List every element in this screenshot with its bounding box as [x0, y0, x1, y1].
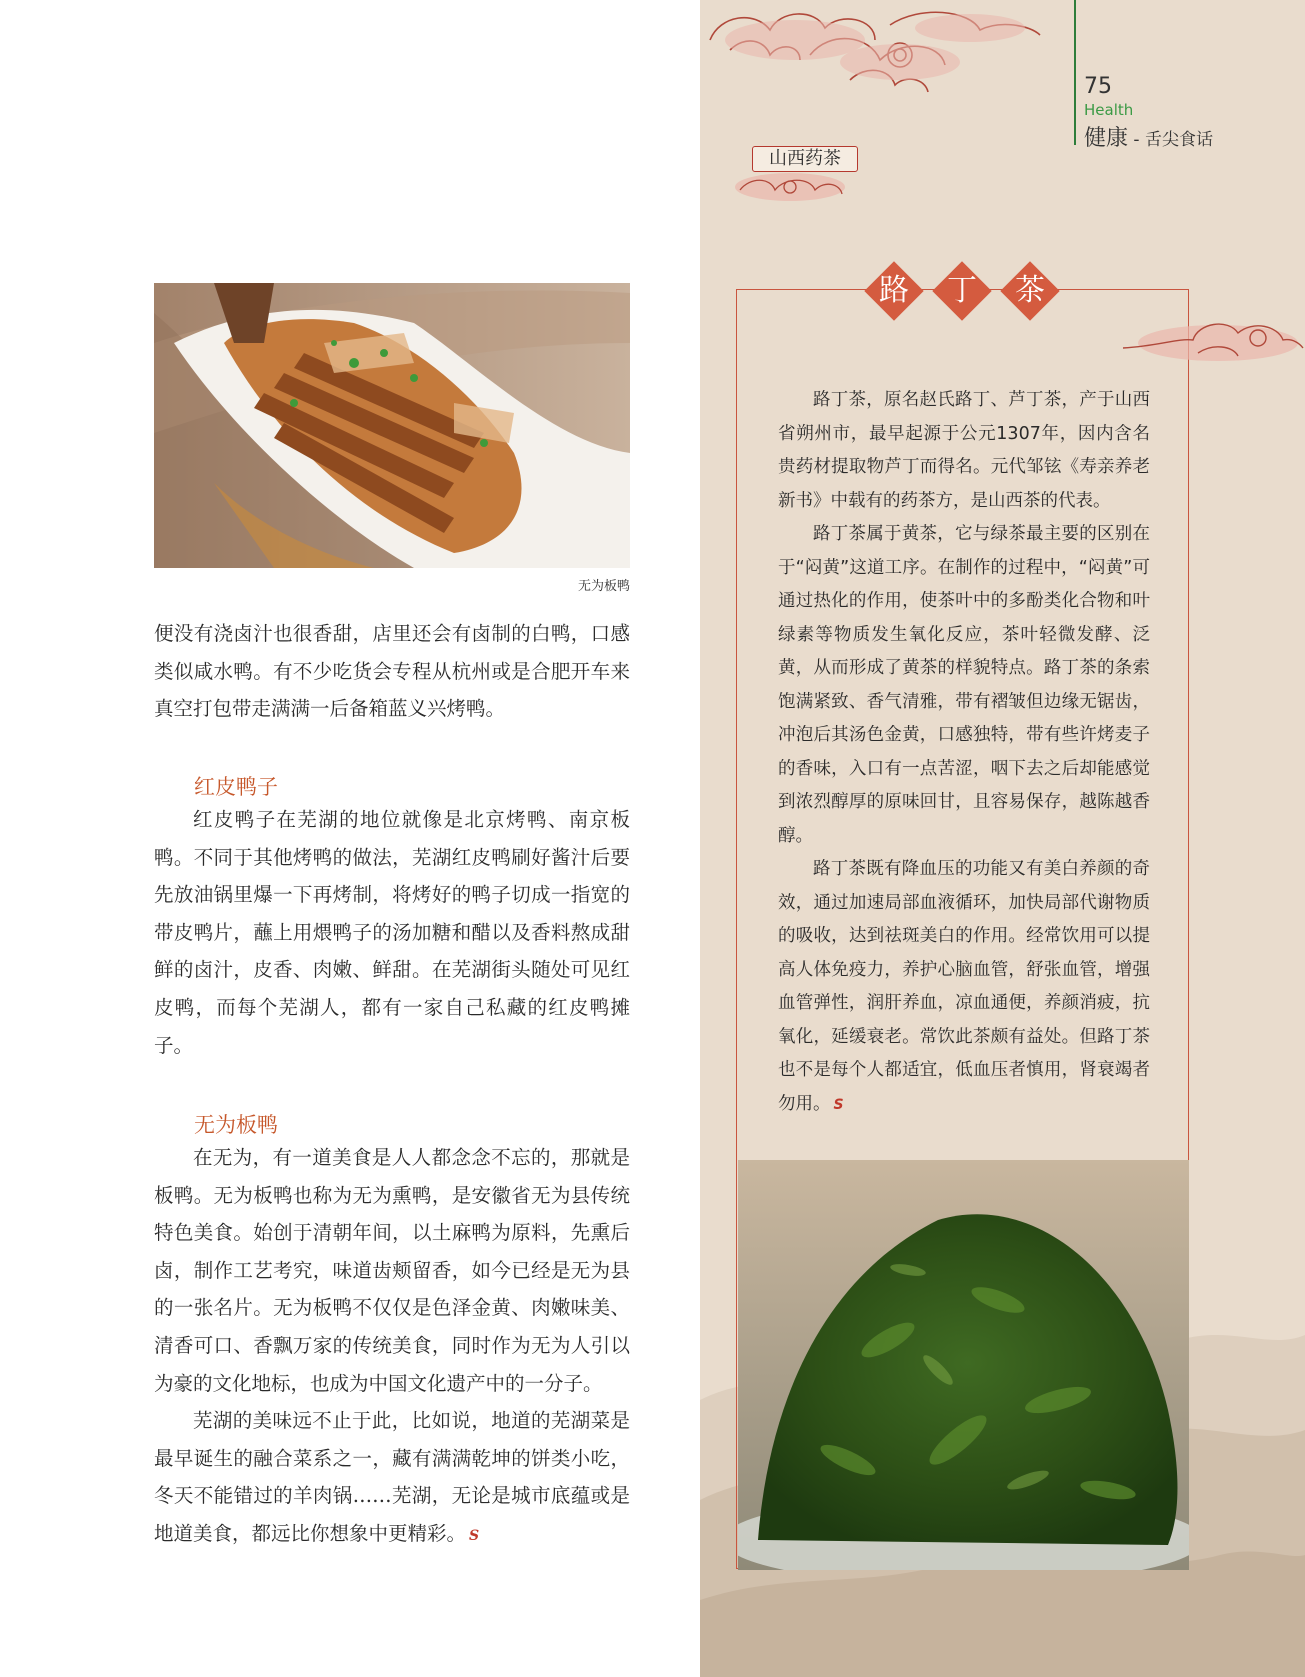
closing-paragraph-text: 芜湖的美味远不止于此，比如说，地道的芜湖菜是最早诞生的融合菜系之一，藏有满满乾坤的饼类小吃，冬天不能错过的羊肉锅……芜湖，无论是城市底蕴或是地道美食，都远比你想象中更精彩。 [154, 1409, 630, 1545]
subhead-wuwei-duck: 无为板鸭 [194, 1113, 278, 1137]
section-english: Health [1084, 101, 1134, 119]
duck-dish-photo [154, 283, 630, 568]
category-tag: 山西药茶 [752, 146, 858, 172]
tea-paragraph-3 [778, 853, 1150, 1122]
wuwei-duck-block [154, 1139, 630, 1556]
title-char-2: 丁 [947, 273, 977, 308]
section-separator: - [1128, 130, 1145, 150]
title-diamond-3 [1000, 261, 1060, 321]
title-diamond-2 [932, 261, 992, 321]
title-char-3: 茶 [1015, 273, 1045, 308]
subhead-red-duck: 红皮鸭子 [194, 775, 278, 799]
tea-article-body [778, 384, 1150, 1122]
intro-block [154, 615, 630, 728]
red-duck-paragraph: 红皮鸭子在芜湖的地位就像是北京烤鸭、南京板鸭。不同于其他烤鸭的做法，芜湖红皮鸭刷好酱汁后要先放油锅里爆一下再烤制，将烤好的鸭子切成一指宽的带皮鸭片，蘸上用煨鸭子的汤加糖和醋以及香料熬成甜鲜的卤汁，皮香、肉嫩、鲜甜。在芜湖街头随处可见红皮鸭，而每个芜湖人，都有一家自己私藏的红皮鸭摊子。 [154, 808, 630, 1057]
end-mark-icon: S [833, 1096, 844, 1113]
wuwei-duck-paragraph: 在无为，有一道美食是人人都念念不忘的，那就是板鸭。无为板鸭也称为无为熏鸭，是安徽省无为县传统特色美食。始创于清朝年间，以土麻鸭为原料，先熏后卤，制作工艺考究，味道齿颊留香，如今已经是无为县的一张名片。无为板鸭不仅仅是色泽金黄、肉嫩味美、清香可口、香飘万家的传统美食，同时作为无为人引以为豪的文化地标，也成为中国文化遗产中的一分子。 [154, 1146, 630, 1395]
cloud-ornament-right [1118, 308, 1305, 368]
photo-caption: 无为板鸭 [577, 579, 630, 594]
tea-paragraph-2: 路丁茶属于黄茶，它与绿茶最主要的区别在于“闷黄”这道工序。在制作的过程中，“闷黄”可通过热化的作用，使茶叶中的多酚类化合物和叶绿素等物质发生氧化反应，茶叶轻微发酵、泛黄，从而形成了黄茶的样貌特点。路丁茶的条索饱满紧致、香气清雅，带有褶皱但边缘无锯齿，冲泡后其汤色金黄，口感独特，带有些许烤麦子的香味，入口有一点苦涩，咽下去之后却能感觉到浓烈醇厚的原味回甘，且容易保存，越陈越香醇。 [778, 524, 1150, 846]
section-main: 健康 [1084, 126, 1129, 151]
title-diamond-1 [864, 261, 924, 321]
tea-paragraph-1: 路丁茶，原名赵氏路丁、芦丁茶，产于山西省朔州市，最早起源于公元1307年，因内含名贵药材提取物芦丁而得名。元代邹铉《寿亲养老新书》中载有的药茶方，是山西茶的代表。 [778, 390, 1150, 511]
section-sub: 舌尖食话 [1144, 130, 1213, 150]
closing-paragraph [154, 1402, 630, 1555]
intro-paragraph: 便没有浇卤汁也很香甜，店里还会有卤制的白鸭，口感类似咸水鸭。有不少吃货会专程从杭州或是合肥开车来真空打包带走满满一后备箱蓝义兴烤鸭。 [154, 622, 630, 721]
section-title [1084, 121, 1213, 152]
cloud-ornament-tag [730, 162, 850, 207]
page-number: 75 [1084, 74, 1112, 99]
cloud-ornament-top [700, 0, 1070, 105]
title-char-1: 路 [879, 273, 909, 308]
red-duck-block [154, 801, 630, 1064]
tea-paragraph-3-text: 路丁茶既有降血压的功能又有美白养颜的奇效，通过加速局部血液循环，加快局部代谢物质的吸收，达到祛斑美白的作用。经常饮用可以提高人体免疫力，养护心脑血管，舒张血管，增强血管弹性，润肝养血，凉血通便，养颜消疲，抗氧化，延缓衰老。常饮此茶颇有益处。但路丁茶也不是每个人都适宜，低血压者慎用，肾衰竭者勿用。 [778, 859, 1150, 1114]
header-divider-line [1074, 0, 1076, 145]
tea-leaves-photo [738, 1160, 1189, 1570]
end-mark-icon-left: S [469, 1527, 480, 1544]
